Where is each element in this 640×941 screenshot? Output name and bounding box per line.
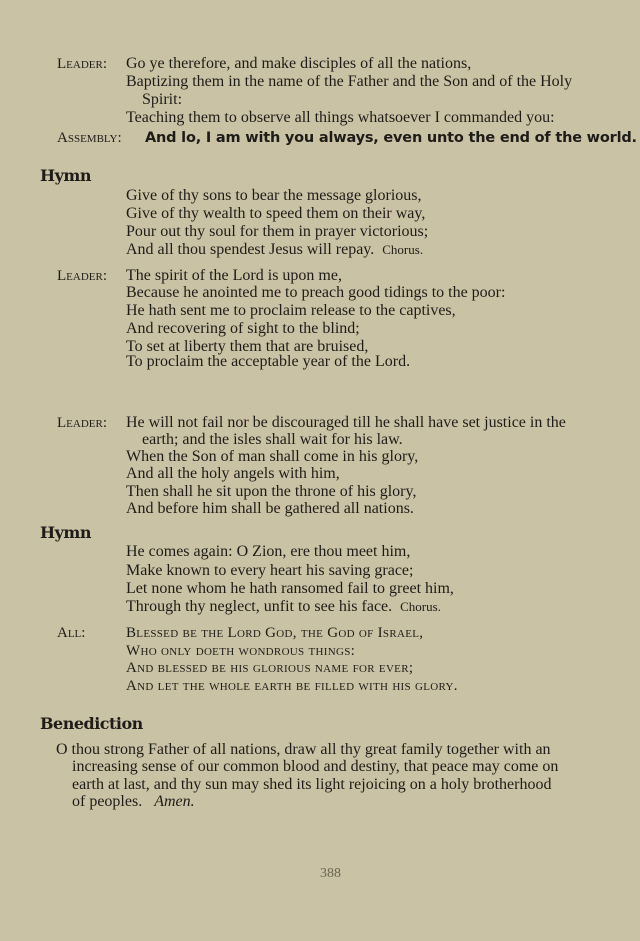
text-line: Then shall he sit upon the throne of his glory, — [126, 483, 417, 500]
chorus-marker: Chorus. — [382, 242, 424, 257]
response-line: And blessed be his glorious name for ever; — [126, 660, 414, 676]
hymn-line-text: Through thy neglect, unfit to see his face. — [126, 598, 393, 615]
response-line: And lo, I am with you always, even unto the end of the world. — [145, 130, 637, 146]
text-line: Teaching them to observe all things whatsoever I commanded you: — [126, 109, 555, 126]
benediction-line-text: of peoples. — [72, 793, 143, 810]
hymn-line: Let none whom he hath ransomed fail to greet him, — [126, 580, 454, 597]
response-line: And let the whole earth be filled with his glory. — [126, 678, 458, 694]
text-line: And all the holy angels with him, — [126, 465, 340, 482]
hymn-line: Give of thy sons to bear the message glorious, — [126, 187, 422, 204]
response-line: Blessed be the Lord God, the God of Israel, — [126, 625, 424, 641]
hymn-line: Pour out thy soul for them in prayer victorious; — [126, 223, 429, 240]
speaker-label: Leader: — [57, 56, 107, 72]
speaker-label: All: — [57, 625, 86, 641]
benediction-heading: Benediction — [40, 714, 143, 733]
text-line: Baptizing them in the name of the Father and the Son and of the Holy — [126, 73, 573, 90]
benediction-line: O thou strong Father of all nations, draw all thy great family together with an — [56, 741, 551, 758]
text-line: He hath sent me to proclaim release to the captives, — [126, 302, 456, 319]
hymn-heading: Hymn — [40, 166, 91, 185]
hymn-line: He comes again: O Zion, ere thou meet him, — [126, 543, 411, 560]
benediction-line: earth at last, and thy sun may shed its light rejoicing on a holy brotherhood — [72, 776, 552, 793]
text-line: Go ye therefore, and make disciples of all the nations, — [126, 55, 472, 72]
chorus-marker: Chorus. — [400, 599, 441, 614]
text-line: He will not fail nor be discouraged till he shall have set justice in the — [126, 414, 566, 431]
text-line: earth; and the isles shall wait for his law. — [142, 431, 403, 448]
hymn-line-text: And all thou spendest Jesus will repay. — [126, 241, 375, 258]
benediction-line — [72, 793, 195, 811]
hymn-line: Give of thy wealth to speed them on their way, — [126, 205, 426, 222]
text-line: Because he anointed me to preach good tidings to the poor: — [126, 284, 506, 301]
speaker-label: Leader: — [57, 268, 107, 284]
hymn-heading: Hymn — [40, 523, 91, 542]
text-line: And before him shall be gathered all nations. — [126, 500, 414, 517]
text-line: To proclaim the acceptable year of the Lord. — [126, 353, 411, 370]
text-line: And recovering of sight to the blind; — [126, 320, 360, 337]
hymn-line — [126, 241, 423, 259]
amen: Amen. — [154, 793, 195, 810]
speaker-label: Assembly: — [57, 130, 122, 146]
hymn-line: Make known to every heart his saving grace; — [126, 562, 414, 579]
response-line: Who only doeth wondrous things: — [126, 643, 356, 659]
page-number: 388 — [320, 866, 341, 881]
text-line: When the Son of man shall come in his glory, — [126, 448, 419, 465]
hymn-line — [126, 598, 441, 616]
text-line: Spirit: — [142, 91, 183, 108]
speaker-label: Leader: — [57, 415, 107, 431]
benediction-line: increasing sense of our common blood and destiny, that peace may come on — [72, 758, 559, 775]
text-line: The spirit of the Lord is upon me, — [126, 267, 342, 284]
text-line: To set at liberty them that are bruised, — [126, 338, 369, 355]
